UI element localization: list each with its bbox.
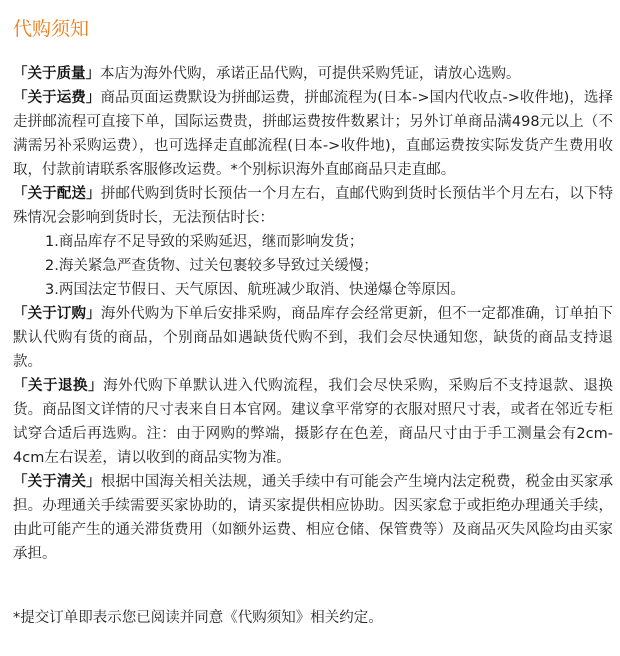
section-text: 商品页面运费默设为拼邮运费，拼邮流程为(日本->国内代收点->收件地)，选择走拼邮流程可直接下单，国际运费贵，拼邮运费按件数累计；另外订单商品满498元以上（不满需另补采购运费），也可选择走直邮流程(日本->收件地)，直邮运费按实际发货产生费用收取，付款前请联系客服修改运费。*个别标识海外直邮商品只走直邮。 bbox=[13, 90, 614, 178]
page-title: 代购须知 bbox=[13, 18, 90, 40]
section-customs bbox=[13, 470, 613, 566]
section-quality bbox=[13, 62, 613, 86]
notice-content bbox=[13, 62, 613, 566]
section-heading: 「关于清关」 bbox=[13, 474, 101, 490]
delivery-delay-list bbox=[13, 230, 613, 302]
section-text: 根据中国海关相关法规，通关手续中有可能会产生境内法定税费，税金由买家承担。办理通关手续需要买家协助的，请买家提供相应协助。因买家怠于或拒绝办理通关手续，由此可能产生的通关滞货费用（如额外运费、相应仓储、保管费等）及商品灭失风险均由买家承担。 bbox=[13, 474, 613, 562]
section-shipping-fee bbox=[13, 86, 613, 182]
list-item: 3.两国法定节假日、天气原因、航班减少取消、快递爆仓等原因。 bbox=[45, 282, 465, 298]
agreement-footnote: *提交订单即表示您已阅读并同意《代购须知》相关约定。 bbox=[13, 610, 383, 626]
section-heading: 「关于配送」 bbox=[13, 186, 101, 202]
section-text: 本店为海外代购，承诺正品代购，可提供采购凭证，请放心选购。 bbox=[100, 66, 521, 82]
section-heading: 「关于退换」 bbox=[13, 378, 104, 394]
section-text: 海外代购下单默认进入代购流程，我们会尽快采购，采购后不支持退款、退换货。商品图文详情的尺寸表来自日本官网。建议拿平常穿的衣服对照尺寸表，或者在邻近专柜试穿合适后再选购。注：由于网购的弊端，摄影存在色差，商品尺寸由于手工测量会有2cm-4cm左右误差，请以收到的商品实物为准。 bbox=[13, 378, 613, 466]
section-returns bbox=[13, 374, 613, 470]
section-text: 海外代购为下单后安排采购，商品库存会经常更新，但不一定都准确，订单拍下默认代购有货的商品，个别商品如遇缺货代购不到，我们会尽快通知您，缺货的商品支持退款。 bbox=[13, 306, 613, 370]
list-item: 2.海关紧急严查货物、过关包裹较多导致过关缓慢； bbox=[45, 258, 378, 274]
section-ordering bbox=[13, 302, 613, 374]
list-item: 1.商品库存不足导致的采购延迟，继而影响发货； bbox=[45, 234, 364, 250]
section-delivery bbox=[13, 182, 613, 230]
section-text: 拼邮代购到货时长预估一个月左右，直邮代购到货时长预估半个月左右，以下特殊情况会影响到货时长，无法预估时长： bbox=[13, 186, 613, 226]
section-heading: 「关于订购」 bbox=[13, 306, 101, 322]
section-heading: 「关于质量」 bbox=[13, 66, 100, 82]
section-heading: 「关于运费」 bbox=[13, 90, 101, 106]
